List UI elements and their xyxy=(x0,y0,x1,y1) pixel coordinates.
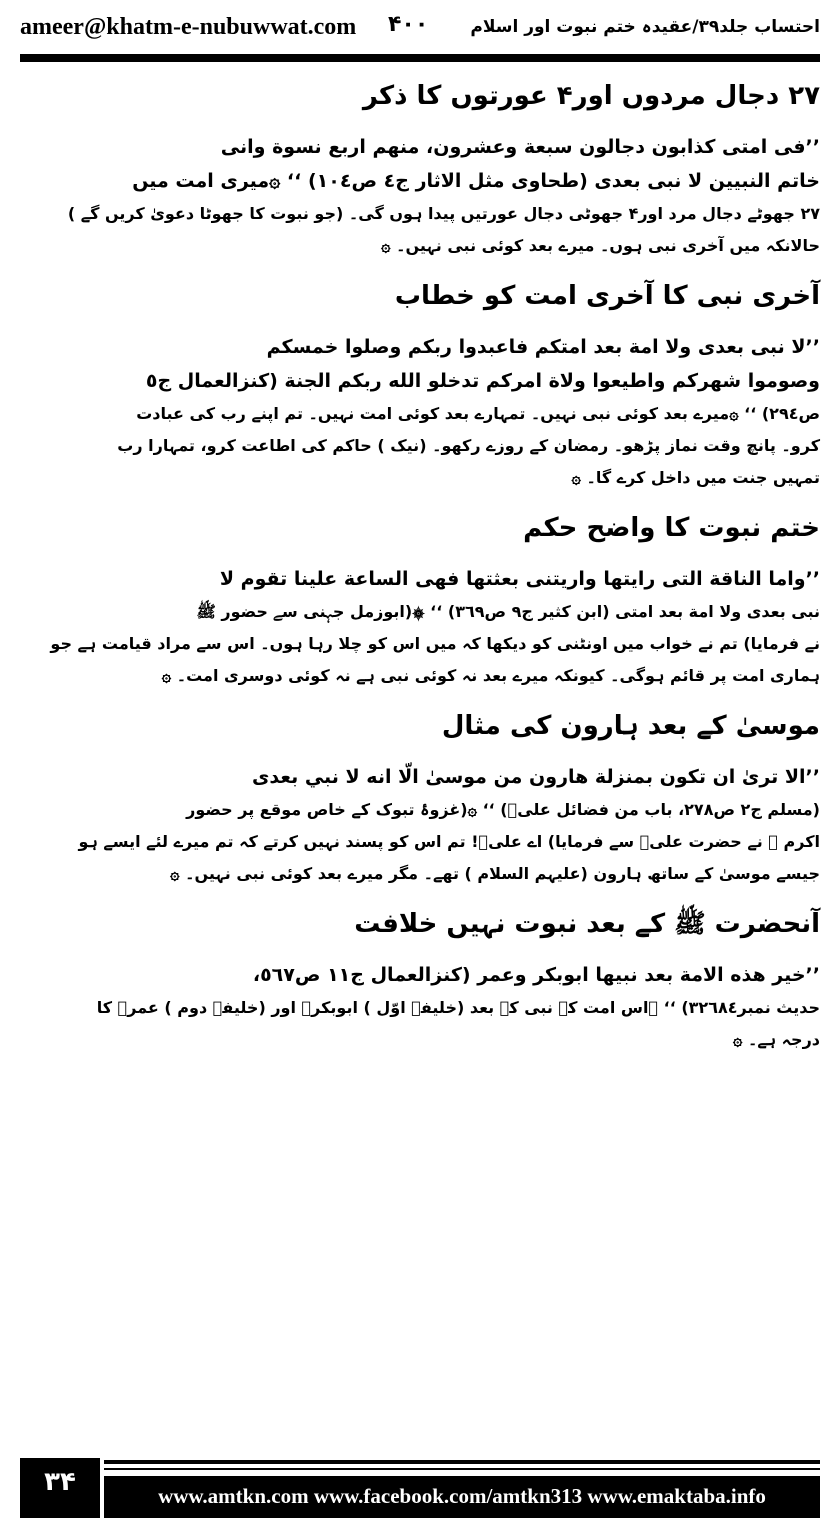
text-line: وصوموا شهرکم واطیعوا ولاة امرکم تدخلو الله ربکم الجنة (کنزالعمال ج٥ xyxy=(145,370,820,392)
text-line: اکرم ﷺ نے حضرت علیؓ سے فرمایا) اے علیؓ! تم اس کو پسند نہیں کرتے کہ تم میرے لئے ایسے ہو xyxy=(78,832,820,851)
section-heading: ۲۷ دجال مردوں اور۴ عورتوں کا ذکر xyxy=(362,81,820,111)
text-line: ’’واما الناقة التی رایتها واریتنی بعثتها فهی الساعة علینا تقوم لا xyxy=(219,568,820,590)
page-header xyxy=(20,8,820,54)
header-rule xyxy=(20,54,820,62)
header-book-title: احتساب جلد۳۹/عقیدہ ختم نبوت اور اسلام xyxy=(470,17,820,37)
page-footer xyxy=(20,1458,820,1518)
header-email: ameer@khatm-e-nubuwwat.com xyxy=(20,14,357,40)
text-line: جیسے موسیٰ کے ساتھ ہارون (علیہم السلام ) تھے۔ مگر میرے بعد کوئی نبی نہیں۔ ۞ xyxy=(170,864,820,883)
text-line: ہماری امت پر قائم ہوگی۔ کیونکہ میرے بعد نہ کوئی نبی ہے نہ کوئی دوسری امت۔ ۞ xyxy=(161,666,820,685)
text-line: ’’فی امتی کذابون دجالون سبعة وعشرون، منهم اربع نسوة وانی xyxy=(220,136,820,158)
section xyxy=(20,70,820,262)
section xyxy=(20,700,820,890)
text-line: خاتم النبیین لا نبی بعدی (طحاوی مثل الاثار ج٤ ص١٠٤) ‘‘ ۞میری امت میں xyxy=(132,170,820,192)
section-heading: آخری نبی کا آخری امت کو خطاب xyxy=(394,281,820,311)
text-line: نے فرمایا) تم نے خواب میں اونٹنی کو دیکھا کہ میں اس کو چلا رہا ہوں۔ اس سے مراد قیامت ہے جو xyxy=(50,634,820,653)
footer-links: www.amtkn.com www.facebook.com/amtkn313 www.emaktaba.info xyxy=(104,1476,820,1518)
text-line: حدیث نمبر٣٢٦٨٤) ‘‘ ۞اس امت کے نبی کے بعد (خلیفہ اوّل ) ابوبکرؓ اور (خلیفہ دوم ) عمرؓ کا xyxy=(96,998,820,1017)
text-line: نبی بعدی ولا امة بعد امتی (ابن کثیر ج٩ ص٣٦٩) ‘‘ ۞(ابوزمل جہنی سے حضور ﷺ xyxy=(196,602,820,621)
text-line: ’’الا تریٰ ان تکون بمنزلة هارون من موسیٰ الّا انه لا نبي بعدی xyxy=(251,766,820,788)
section-heading: ختم نبوت کا واضح حکم xyxy=(523,513,820,543)
text-line: ص٢٩٤) ‘‘ ۞میرے بعد کوئی نبی نہیں۔ تمہارے بعد کوئی امت نہیں۔ تم اپنے رب کی عبادت xyxy=(136,404,820,423)
text-line: (مسلم ج٢ ص٢٧٨، باب من فضائل علیؓ) ‘‘ ۞(غزوۂ تبوک کے خاص موقع پر حضور xyxy=(186,800,820,819)
text-line: حالانکہ میں آخری نبی ہوں۔ میرے بعد کوئی نبی نہیں۔ ۞ xyxy=(381,236,820,255)
section-heading: آنحضرت ﷺ کے بعد نبوت نہیں خلافت xyxy=(354,909,820,939)
footer-rule xyxy=(104,1468,820,1470)
section xyxy=(20,898,820,1056)
text-line: کرو۔ پانچ وقت نماز پڑھو۔ رمضان کے روزے رکھو۔ (نیک ) حاکم کی اطاعت کرو، تمہارا رب xyxy=(117,436,820,455)
section-heading: موسیٰ کے بعد ہارون کی مثال xyxy=(441,711,820,741)
section xyxy=(20,270,820,494)
text-line: تمہیں جنت میں داخل کرے گا۔ ۞ xyxy=(571,468,820,487)
text-line: ’’لا نبی بعدی ولا امة بعد امتکم فاعبدوا ربکم وصلوا خمسکم xyxy=(266,336,820,358)
footer-rule xyxy=(104,1460,820,1464)
header-page-number: ۴۰۰ xyxy=(388,12,429,37)
section xyxy=(20,502,820,692)
text-line: ۲۷ جھوٹے دجال مرد اور۴ جھوٹی دجال عورتیں پیدا ہوں گی۔ (جو نبوت کا جھوٹا دعویٰ کریں گے ) xyxy=(67,204,820,223)
footer-page-number: ۳۴ xyxy=(20,1458,100,1518)
spacer xyxy=(20,1064,820,1438)
text-line: ’’خیر هذه الامة بعد نبیها ابوبکر وعمر (کنزالعمال ج١١ ص٥٦٧، xyxy=(252,964,820,986)
text-line: درجہ ہے۔ ۞ xyxy=(733,1030,820,1049)
